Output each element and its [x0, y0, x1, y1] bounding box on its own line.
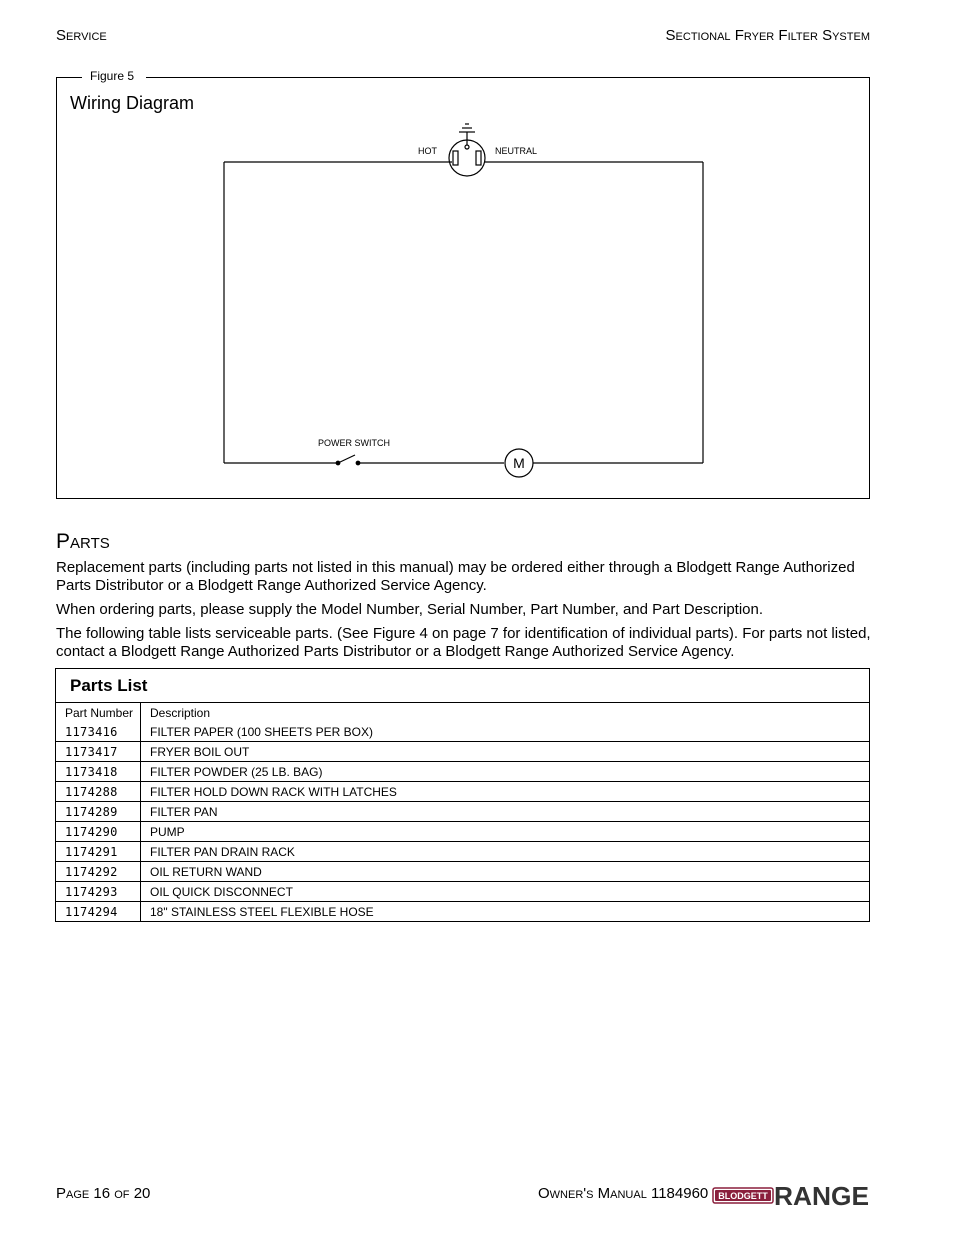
footer-manual-number: Owner's Manual 1184960 [538, 1185, 709, 1202]
part-number-cell: 1173418 [56, 762, 141, 782]
part-number-cell: 1173416 [56, 722, 141, 742]
power-switch-label: POWER SWITCH [318, 438, 390, 448]
neutral-label: NEUTRAL [495, 146, 538, 156]
parts-heading: Parts [56, 530, 110, 553]
description-cell: 18" STAINLESS STEEL FLEXIBLE HOSE [141, 902, 870, 922]
part-number-cell: 1174293 [56, 882, 141, 902]
part-number-cell: 1174291 [56, 842, 141, 862]
table-row [56, 842, 869, 862]
column-header-description: Description [150, 705, 211, 720]
table-row [56, 882, 869, 902]
parts-paragraph-table-intro: The following table lists serviceable parts. (See Figure 4 on page 7 for identification of individual parts). For parts not listed, contact a Blodgett Range Authorized Parts Distributor or a Blodgett Range Authorized Service Agency. [56, 625, 871, 660]
header-section-title: Service [56, 27, 107, 44]
hot-label: HOT [418, 146, 437, 156]
plug-neutral-prong [476, 151, 481, 165]
header-document-title: Sectional Fryer Filter System [665, 27, 870, 44]
description-cell: FILTER POWDER (25 LB. BAG) [141, 762, 870, 782]
motor-label: M [513, 455, 525, 471]
part-number-cell: 1174290 [56, 822, 141, 842]
table-row [56, 762, 869, 782]
description-cell: FILTER HOLD DOWN RACK WITH LATCHES [141, 782, 870, 802]
description-cell: OIL QUICK DISCONNECT [141, 882, 870, 902]
table-header-row [56, 703, 869, 722]
description-cell: FILTER PAN DRAIN RACK [141, 842, 870, 862]
diagram-title: Wiring Diagram [70, 93, 195, 113]
description-cell: OIL RETURN WAND [141, 862, 870, 882]
wiring-diagram [0, 0, 954, 520]
footer-page-number: Page 16 of 20 [56, 1185, 151, 1202]
plug-ground-pin [465, 145, 469, 149]
parts-paragraph-ordering: Replacement parts (including parts not listed in this manual) may be ordered either through a Blodgett Range Authorized Parts Distributor or a Blodgett Range Authorized Service Agency. [56, 559, 855, 594]
switch-contact-right [356, 461, 360, 465]
parts-paragraph-info: When ordering parts, please supply the Model Number, Serial Number, Part Number, and Part Description. [56, 601, 764, 618]
figure-label: Figure 5 [82, 69, 146, 83]
logo-range-text: RANGE [774, 1182, 869, 1208]
description-cell: FRYER BOIL OUT [141, 742, 870, 762]
part-number-cell: 1174288 [56, 782, 141, 802]
parts-list-table [55, 668, 870, 922]
table-row [56, 782, 869, 802]
description-cell: FILTER PAN [141, 802, 870, 822]
description-cell: PUMP [141, 822, 870, 842]
table-row [56, 802, 869, 822]
table-row [56, 902, 869, 922]
logo-blodgett-text: BLODGETT [718, 1191, 768, 1201]
table-row [56, 822, 869, 842]
table-row [56, 722, 869, 742]
switch-icon [338, 455, 355, 463]
part-number-cell: 1174292 [56, 862, 141, 882]
table-row [56, 742, 869, 762]
plug-hot-prong [453, 151, 458, 165]
part-number-cell: 1173417 [56, 742, 141, 762]
parts-list-title: Parts List [56, 669, 869, 703]
part-number-cell: 1174294 [56, 902, 141, 922]
column-header-part-number: Part Number [56, 703, 141, 722]
blodgett-range-logo [712, 1182, 870, 1208]
part-number-cell: 1174289 [56, 802, 141, 822]
description-cell: FILTER PAPER (100 SHEETS PER BOX) [150, 724, 373, 739]
table-row [56, 862, 869, 882]
